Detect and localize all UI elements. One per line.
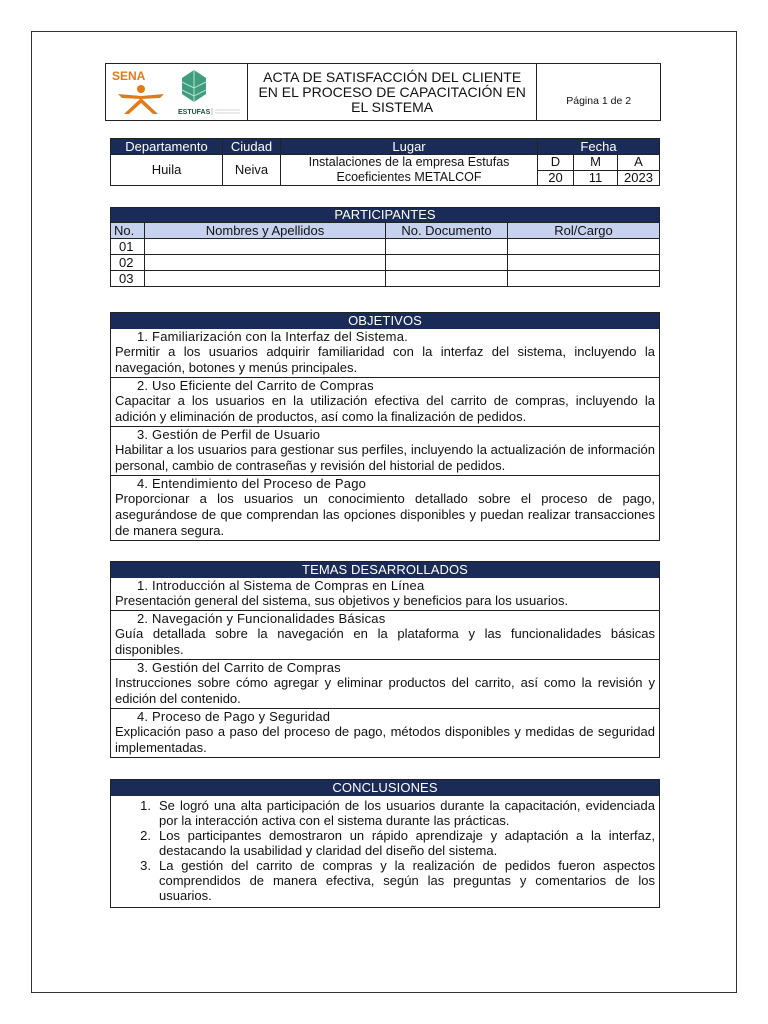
tema-item xyxy=(111,708,659,757)
tema-title: 2. Navegación y Funcionalidades Básicas xyxy=(137,611,386,626)
col-documento: No. Documento xyxy=(386,223,508,239)
ciudad-value: Neiva xyxy=(223,155,281,186)
date-month: 11 xyxy=(574,170,618,186)
date-header-m: M xyxy=(574,155,618,171)
participants-title: PARTICIPANTES xyxy=(111,208,660,223)
departamento-value: Huila xyxy=(111,155,223,186)
objetivo-title: 3. Gestión de Perfil de Usuario xyxy=(137,427,321,442)
row-number: 03 xyxy=(111,271,145,287)
objetivos-title: OBJETIVOS xyxy=(111,313,659,329)
list-item xyxy=(115,798,655,828)
col-rol: Rol/Cargo xyxy=(508,223,660,239)
table-row xyxy=(111,239,660,255)
conclusiones-section xyxy=(110,779,660,908)
name-cell[interactable] xyxy=(145,271,386,287)
location-table xyxy=(110,138,660,186)
estufas-logo xyxy=(178,68,242,116)
conclusion-number: 1. xyxy=(140,798,151,813)
tema-body: Explicación paso a paso del proceso de pago, métodos disponibles y medidas de seguridad implementadas. xyxy=(115,724,655,755)
document-header xyxy=(105,63,661,121)
list-item xyxy=(115,828,655,858)
tema-body: Guía detallada sobre la navegación en la plataforma y las funcionalidades básicas disponibles. xyxy=(115,626,655,657)
page-number: Página 1 de 2 xyxy=(537,64,661,121)
date-header-d: D xyxy=(538,155,574,171)
objetivo-title: 2. Uso Eficiente del Carrito de Compras xyxy=(137,378,374,393)
tema-item xyxy=(111,610,659,659)
objetivo-item xyxy=(111,329,659,377)
participants-table xyxy=(110,207,660,287)
name-cell[interactable] xyxy=(145,239,386,255)
document-cell[interactable] xyxy=(386,271,508,287)
conclusion-text: La gestión del carrito de compras y la realización de pedidos fueron aspectos comprendidos de manera efectiva, según las preguntas y comentarios de los usuarios. xyxy=(159,858,655,903)
tema-body: Presentación general del sistema, sus objetivos y beneficios para los usuarios. xyxy=(115,593,569,608)
objetivo-title: 1. Familiarización con la Interfaz del Sistema. xyxy=(137,329,408,344)
temas-section xyxy=(110,561,660,758)
date-header-a: A xyxy=(618,155,660,171)
objetivo-item xyxy=(111,426,659,475)
date-day: 20 xyxy=(538,170,574,186)
header-lugar: Lugar xyxy=(281,139,538,155)
date-year: 2023 xyxy=(618,170,660,186)
conclusion-text: Los participantes demostraron un rápido aprendizaje y adaptación a la interfaz, destacando la usabilidad y claridad del diseño del sistema. xyxy=(159,828,655,858)
tema-title: 1. Introducción al Sistema de Compras en Línea xyxy=(137,578,425,593)
objetivo-title: 4. Entendimiento del Proceso de Pago xyxy=(137,476,367,491)
conclusion-number: 3. xyxy=(140,858,151,873)
objetivos-section xyxy=(110,312,660,541)
logo-cell xyxy=(106,64,248,121)
estufas-logo-text: ESTUFAS xyxy=(178,109,211,116)
objetivo-item xyxy=(111,377,659,426)
tema-item xyxy=(111,578,659,610)
header-departamento: Departamento xyxy=(111,139,223,155)
conclusion-number: 2. xyxy=(140,828,151,843)
list-item xyxy=(115,858,655,903)
tema-item xyxy=(111,659,659,708)
objetivo-body: Habilitar a los usuarios para gestionar sus perfiles, incluyendo la actualización de información personal, cambio de contraseñas y revisión del historial de pedidos. xyxy=(115,442,655,473)
col-no: No. xyxy=(111,223,145,239)
lugar-value: Instalaciones de la empresa Estufas Ecoeficientes METALCOF xyxy=(281,155,538,186)
conclusiones-list xyxy=(111,796,659,907)
document-title: ACTA DE SATISFACCIÓN DEL CLIENTE EN EL PROCESO DE CAPACITACIÓN EN EL SISTEMA xyxy=(247,64,536,121)
conclusiones-title: CONCLUSIONES xyxy=(111,780,659,796)
conclusion-text: Se logró una alta participación de los usuarios durante la capacitación, evidenciada por la interacción activa con el sistema durante las prácticas. xyxy=(159,798,655,828)
objetivo-body: Proporcionar a los usuarios un conocimiento detallado sobre el proceso de pago, asegurándose de que comprendan las opciones disponibles y puedan realizar transacciones de manera segura. xyxy=(115,491,655,538)
document-cell[interactable] xyxy=(386,239,508,255)
col-nombres: Nombres y Apellidos xyxy=(145,223,386,239)
name-cell[interactable] xyxy=(145,255,386,271)
sena-logo-text: SENA xyxy=(112,69,146,83)
objetivo-body: Capacitar a los usuarios en la utilización efectiva del carrito de compras, incluyendo la adición y eliminación de productos, así como la finalización de pedidos. xyxy=(115,393,655,424)
tema-title: 3. Gestión del Carrito de Compras xyxy=(137,660,341,675)
temas-title: TEMAS DESARROLLADOS xyxy=(111,562,659,578)
table-row xyxy=(111,255,660,271)
role-cell[interactable] xyxy=(508,239,660,255)
tema-title: 4. Proceso de Pago y Seguridad xyxy=(137,709,331,724)
header-ciudad: Ciudad xyxy=(223,139,281,155)
table-row xyxy=(111,271,660,287)
row-number: 02 xyxy=(111,255,145,271)
row-number: 01 xyxy=(111,239,145,255)
role-cell[interactable] xyxy=(508,271,660,287)
header-fecha: Fecha xyxy=(538,139,660,155)
objetivo-item xyxy=(111,475,659,540)
objetivo-body: Permitir a los usuarios adquirir familiaridad con la interfaz del sistema, incluyendo la navegación, botones y menús principales. xyxy=(115,344,655,375)
role-cell[interactable] xyxy=(508,255,660,271)
document-cell[interactable] xyxy=(386,255,508,271)
tema-body: Instrucciones sobre cómo agregar y eliminar productos del carrito, así como la revisión y edición del contenido. xyxy=(115,675,655,706)
sena-logo xyxy=(110,68,172,116)
